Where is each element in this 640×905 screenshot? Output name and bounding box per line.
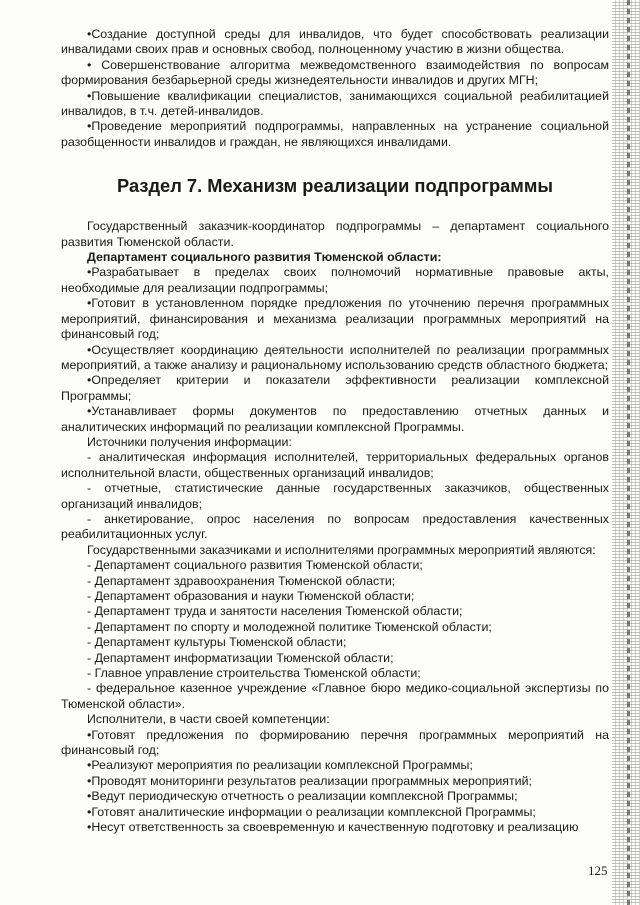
list-item: •Реализуют мероприятия по реализации комплексной Программы; [87, 758, 473, 773]
list-item: •Несут ответственность за своевременную и качественную подготовку и реализацию [87, 820, 579, 835]
section-heading: Раздел 7. Механизм реализации подпрограммы [117, 175, 553, 197]
sources-title: Источники получения информации: [87, 434, 292, 449]
list-item: •Осуществляет координацию деятельности исполнителей по реализации программных мероприятий, а также анализу и рациональному использованию средств областного бюджета; [61, 342, 609, 372]
list-item: •Определяет критерии и показатели эффективности реализации комплексной Программы; [61, 373, 609, 403]
list-item: •Проведение мероприятий подпрограммы, направленных на устранение социальной разобщенности инвалидов и граждан, не являющихся инвалидами. [61, 119, 609, 149]
list-item: - Главное управление строительства Тюменской области; [87, 666, 421, 681]
list-item: •Создание доступной среды для инвалидов, что будет способствовать реализации инвалидами своих прав и основных свобод, полноценному участию в жизни общества. [61, 27, 609, 57]
list-item: •Готовят аналитические информации о реализации комплексной Программы; [87, 804, 536, 819]
scan-edge-artifact [612, 0, 640, 905]
list-item: •Проводят мониторинги результатов реализации программных мероприятий; [87, 773, 532, 788]
customers-title: Государственными заказчиками и исполнителями программных мероприятий являются: [87, 542, 596, 557]
list-item: •Повышение квалификации специалистов, занимающихся социальной реабилитацией инвалидов, в т.ч. детей-инвалидов. [61, 88, 609, 119]
list-item: •Разрабатывает в пределах своих полномочий нормативные правовые акты, необходимые для реализации подпрограммы; [61, 265, 609, 295]
list-item: - Департамент социального развития Тюменской области; [87, 558, 423, 573]
list-item: •Устанавливает формы документов по предоставлению отчетных данных и аналитических информаций по реализации комплексной Программы. [61, 404, 609, 434]
intro-paragraph: Государственный заказчик-координатор подпрограммы – департамент социального развития Тюменской области. [61, 219, 609, 249]
list-item: •Готовит в установленном порядке предложения по уточнению перечня программных мероприятий, финансирования и механизма реализации программных мероприятий на финансовый год; [61, 296, 609, 342]
department-title: Департамент социального развития Тюменской области: [87, 250, 442, 265]
list-item: • Совершенствование алгоритма межведомственного взаимодействия по вопросам формирования безбарьерной среды жизнедеятельности инвалидов и других МГН; [61, 57, 609, 88]
list-item: - аналитическая информация исполнителей, территориальных федеральных органов исполнительной власти, общественных организаций инвалидов; [61, 450, 609, 480]
list-item: - Департамент информатизации Тюменской области; [87, 650, 394, 665]
list-item: - федеральное казенное учреждение «Главное бюро медико-социальной экспертизы по Тюменской области». [61, 681, 609, 711]
list-item: - Департамент труда и занятости населения Тюменской области; [87, 604, 463, 619]
document-page [61, 27, 609, 836]
scan-edge-line [627, 0, 630, 905]
page-number: 125 [588, 863, 608, 878]
list-item: - Департамент культуры Тюменской области; [87, 635, 347, 650]
list-item: - Департамент по спорту и молодежной политике Тюменской области; [87, 619, 492, 634]
list-item: - анкетирование, опрос населения по вопросам предоставления качественных реабилитационных услуг. [61, 511, 609, 542]
list-item: - Департамент образования и науки Тюменской области; [87, 589, 415, 603]
list-item: - отчетные, статистические данные государственных заказчиков, общественных организаций инвалидов; [61, 481, 609, 511]
list-item: •Готовят предложения по формированию перечня программных мероприятий на финансовый год; [61, 727, 609, 758]
list-item: - Департамент здравоохранения Тюменской области; [87, 573, 396, 588]
list-item: •Ведут периодическую отчетность о реализации комплексной Программы; [87, 789, 518, 804]
executors-title: Исполнители, в части своей компетенции: [87, 712, 330, 727]
